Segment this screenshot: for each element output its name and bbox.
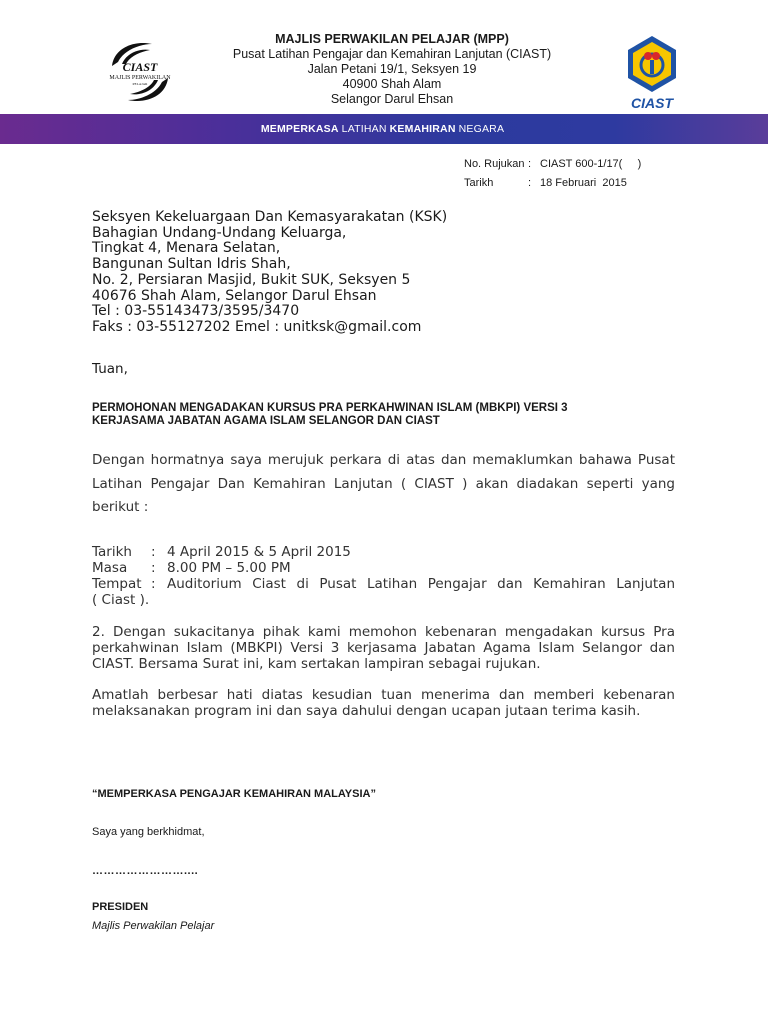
closing: Saya yang berkhidmat, bbox=[92, 826, 205, 838]
detail-row-venue: Tempat : Auditorium Ciast di Pusat Latihan Pengajar dan Kemahiran Lanjutan bbox=[92, 576, 675, 592]
subject-line: PERMOHONAN MENGADAKAN KURSUS PRA PERKAHWINAN ISLAM (MBKPI) VERSI 3 bbox=[92, 402, 568, 414]
event-details bbox=[92, 544, 675, 608]
address-line: No. 2, Persiaran Masjid, Bukit SUK, Seksyen 5 bbox=[92, 271, 411, 288]
ciast-logo bbox=[612, 34, 692, 114]
slogan-banner bbox=[0, 114, 768, 144]
ciast-logo-label: CIAST bbox=[631, 95, 673, 111]
banner-word: NEGARA bbox=[458, 123, 505, 135]
banner-word: MEMPERKASA bbox=[260, 123, 339, 135]
subject-line: KERJASAMA JABATAN AGAMA ISLAM SELANGOR DAN CIAST bbox=[92, 415, 440, 427]
recipient-address bbox=[92, 210, 447, 336]
signature-line: …………………….... bbox=[92, 865, 199, 877]
mpp-logo-tagline: PELAJAR bbox=[132, 82, 148, 86]
detail-value: 8.00 PM – 5.00 PM bbox=[167, 560, 291, 576]
reference-date: Tarikh : 18 Februari 2015 bbox=[464, 177, 627, 189]
letterhead bbox=[200, 32, 584, 107]
detail-label: Masa bbox=[92, 560, 128, 576]
reference-value: CIAST 600-1/17( ) bbox=[540, 158, 642, 170]
letterhead-line: Selangor Darul Ehsan bbox=[330, 92, 454, 106]
address-line: 40676 Shah Alam, Selangor Darul Ehsan bbox=[92, 287, 377, 304]
salutation: Tuan, bbox=[92, 361, 128, 377]
paragraph-intro: Dengan hormatnya saya merujuk perkara di atas dan memaklumkan bahawa Pusat Latihan Pengajar Dan Kemahiran Lanjutan ( CIAST ) akan diadakan seperti yang berikut : bbox=[92, 452, 675, 515]
mpp-logo bbox=[104, 36, 176, 108]
address-line: Faks : 03-55127202 Emel : unitksk@gmail.com bbox=[92, 318, 422, 335]
reference-number: No. Rujukan : CIAST 600-1/17( ) bbox=[464, 158, 642, 170]
letterhead-line: Pusat Latihan Pengajar dan Kemahiran Lanjutan (CIAST) bbox=[232, 47, 552, 61]
address-line: Seksyen Kekeluargaan Dan Kemasyarakatan (KSK) bbox=[92, 209, 448, 225]
paragraph-request: 2. Dengan sukacitanya pihak kami memohon kebenaran mengadakan kursus Pra perkahwinan Islam (MBKPI) Versi 3 kerjasama Jabatan Agama Islam Selangor dan CIAST. Bersama Surat ini, kam sertakan lampiran sebagai rujukan. bbox=[92, 624, 675, 672]
detail-label: Tempat bbox=[92, 576, 142, 592]
detail-value: Auditorium Ciast di Pusat Latihan Pengajar dan Kemahiran Lanjutan bbox=[167, 576, 675, 592]
detail-value-continued: ( Ciast ). bbox=[92, 592, 150, 608]
address-line: Bangunan Sultan Idris Shah, bbox=[92, 256, 291, 273]
date-value: 18 Februari 2015 bbox=[540, 177, 627, 189]
detail-row-time: Masa : 8.00 PM – 5.00 PM bbox=[92, 560, 675, 576]
letter-subject bbox=[92, 402, 692, 428]
motto: “MEMPERKASA PENGAJAR KEMAHIRAN MALAYSIA” bbox=[92, 788, 376, 800]
banner-word: LATIHAN bbox=[341, 123, 387, 135]
address-line: Bahagian Undang-Undang Keluarga, bbox=[92, 224, 347, 241]
mpp-logo-subtitle: MAJLIS PERWAKILAN bbox=[109, 75, 171, 81]
mpp-logo-title: CIAST bbox=[122, 60, 158, 74]
ciast-logo-icon bbox=[612, 34, 692, 114]
letterhead-line: Jalan Petani 19/1, Seksyen 19 bbox=[307, 62, 477, 76]
mpp-logo-icon bbox=[104, 36, 176, 108]
detail-row-date: Tarikh : 4 April 2015 & 5 April 2015 bbox=[92, 544, 675, 560]
detail-label: Tarikh bbox=[92, 544, 132, 560]
address-line: Tingkat 4, Menara Selatan, bbox=[92, 240, 281, 257]
reference-label: No. Rujukan bbox=[464, 158, 525, 170]
date-label: Tarikh bbox=[464, 177, 494, 189]
detail-value: 4 April 2015 & 5 April 2015 bbox=[167, 544, 351, 560]
letterhead-line: 40900 Shah Alam bbox=[342, 77, 442, 91]
signatory-organization: Majlis Perwakilan Pelajar bbox=[92, 920, 215, 932]
address-line: Tel : 03-55143473/3595/3470 bbox=[92, 303, 300, 320]
signatory-role: PRESIDEN bbox=[92, 901, 149, 913]
banner-word: KEMAHIRAN bbox=[389, 123, 456, 135]
letterhead-title: MAJLIS PERWAKILAN PELAJAR (MPP) bbox=[275, 32, 509, 46]
paragraph-thanks: Amatlah berbesar hati diatas kesudian tuan menerima dan memberi kebenaran melaksanakan program ini dan saya dahului dengan ucapan jutaan terima kasih. bbox=[92, 687, 675, 719]
